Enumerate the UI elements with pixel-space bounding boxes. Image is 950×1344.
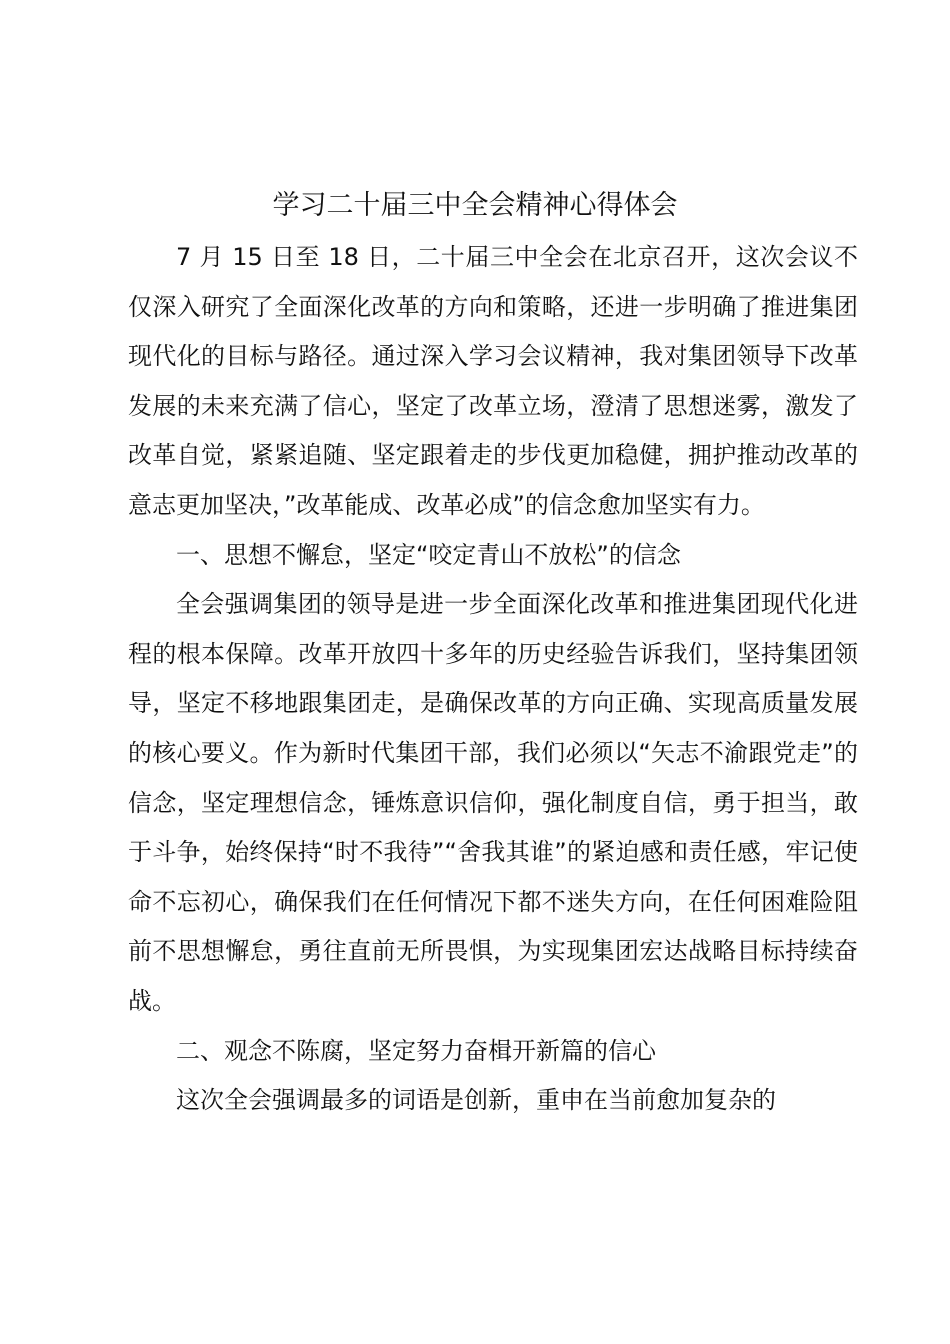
section-1-paragraph: 全会强调集团的领导是进一步全面深化改革和推进集团现代化进程的根本保障。改革开放四十多年的历史经验告诉我们，坚持集团领导，坚定不移地跟集团走，是确保改革的方向正确、实现高质量发展的核心要义。作为新时代集团干部，我们必须以“矢志不渝跟党走”的信念，坚定理想信念，锤炼意识信仰，强化制度自信，勇于担当，敢于斗争，始终保持“时不我待”“舍我其谁”的紧迫感和责任感，牢记使命不忘初心，确保我们在任何情况下都不迷失方向，在任何困难险阻前不思想懈怠，勇往直前无所畏惧，为实现集团宏达战略目标持续奋战。 <box>128 590 858 1015</box>
section-heading-1: 一、思想不懈怠，坚定“咬定青山不放松”的信念 <box>176 540 681 569</box>
section-2-paragraph: 这次全会强调最多的词语是创新，重申在当前愈加复杂的 <box>176 1086 776 1115</box>
document-body <box>128 233 858 1126</box>
intro-paragraph: 7 月 15 日至 18 日，二十届三中全会在北京召开，这次会议不仅深入研究了全面深化改革的方向和策略，还进一步明确了推进集团现代化的目标与路径。通过深入学习会议精神，我对集团领导下改革发展的未来充满了信心，坚定了改革立场，澄清了思想迷雾，激发了改革自觉，紧紧追随、坚定跟着走的步伐更加稳健，拥护推动改革的意志更加坚决，”改革能成、改革必成”的信念愈加坚实有力。 <box>128 243 858 519</box>
section-heading-2: 二、观念不陈腐，坚定努力奋楫开新篇的信心 <box>176 1036 656 1065</box>
document-title: 学习二十届三中全会精神心得体会 <box>272 190 678 221</box>
